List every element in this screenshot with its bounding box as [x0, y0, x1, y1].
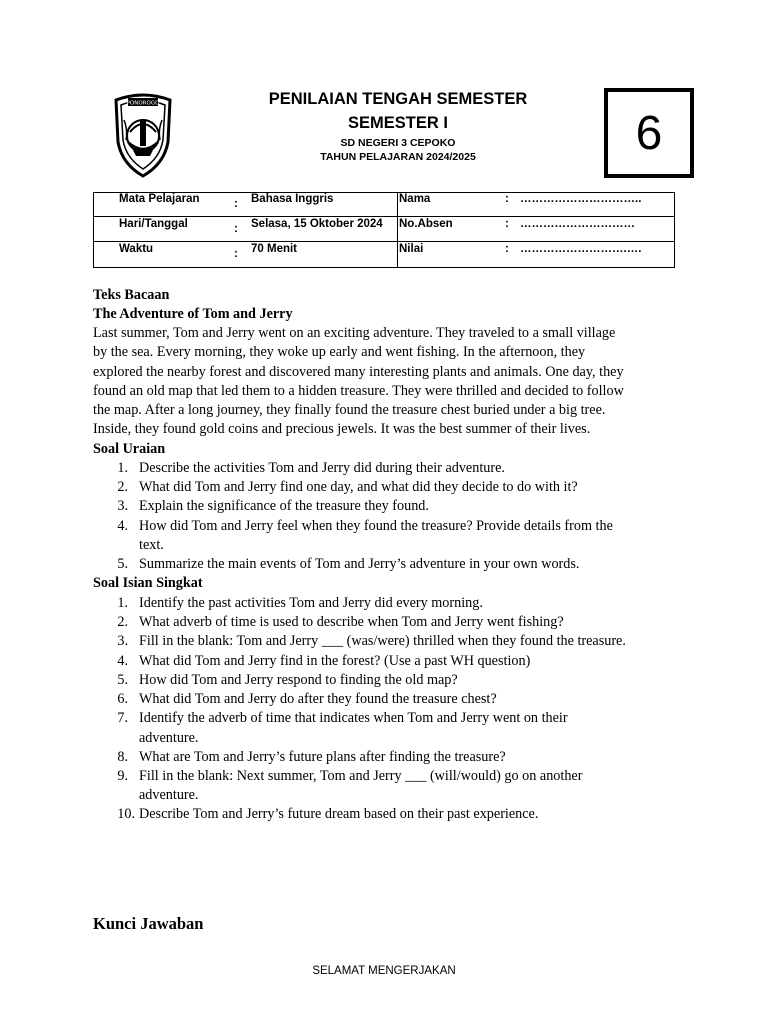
- short-question-cont: adventure.: [139, 730, 199, 746]
- short-question: Fill in the blank: Tom and Jerry ___ (was/were) thrilled when they found the treasure.: [139, 633, 626, 649]
- absen-field[interactable]: …………………………: [520, 218, 635, 230]
- question-number: 2.: [117, 479, 128, 495]
- value-subject: Bahasa Inggris: [251, 193, 334, 205]
- school-logo: [108, 90, 178, 178]
- short-question-cont: adventure.: [139, 787, 199, 803]
- question-number: 7.: [117, 710, 128, 726]
- label-score: Nilai: [399, 243, 424, 255]
- question-number: 3.: [117, 633, 128, 649]
- reading-line: found an old map that led them to a hidden treasure. They were thrilled and decided to follow: [93, 383, 624, 399]
- essay-question: Summarize the main events of Tom and Jerry’s adventure in your own words.: [139, 556, 580, 572]
- essay-question: Explain the significance of the treasure they found.: [139, 498, 429, 514]
- table-divider: [93, 241, 675, 242]
- question-number: 1.: [117, 595, 128, 611]
- question-number: 6.: [117, 691, 128, 707]
- svg-text:PONOROGO: PONOROGO: [126, 100, 160, 107]
- score-field[interactable]: ……………………….….: [520, 243, 642, 255]
- colon: :: [505, 218, 509, 230]
- question-number: 10.: [117, 806, 135, 822]
- semester-title: SEMESTER I: [348, 114, 448, 132]
- school-name: SD NEGERI 3 CEPOKO: [340, 137, 456, 149]
- essay-heading: Soal Uraian: [93, 441, 166, 457]
- reading-line: explored the nearby forest and discovered many interesting plants and animals. One day, they: [93, 364, 624, 380]
- label-date: Hari/Tanggal: [119, 218, 188, 230]
- grade-box: 6: [604, 88, 694, 178]
- reading-line: the map. After a long journey, they finally found the treasure chest buried under a big tree.: [93, 402, 606, 418]
- value-time: 70 Menit: [251, 243, 298, 255]
- colon: :: [234, 223, 238, 235]
- essay-question: How did Tom and Jerry feel when they found the treasure? Provide details from the: [139, 518, 613, 534]
- value-date: Selasa, 15 Oktober 2024: [251, 218, 383, 230]
- table-divider: [93, 216, 675, 217]
- label-absen: No.Absen: [399, 218, 453, 230]
- short-question: What adverb of time is used to describe when Tom and Jerry went fishing?: [139, 614, 564, 630]
- academic-year: TAHUN PELAJARAN 2024/2025: [320, 151, 476, 163]
- reading-line: Last summer, Tom and Jerry went on an exciting adventure. They traveled to a small village: [93, 325, 616, 341]
- reading-line: Inside, they found gold coins and precious jewels. It was the best summer of their lives.: [93, 421, 591, 437]
- colon: :: [234, 248, 238, 260]
- label-name: Nama: [399, 193, 431, 205]
- question-number: 3.: [117, 498, 128, 514]
- name-field[interactable]: …………………………..: [520, 193, 642, 205]
- question-number: 2.: [117, 614, 128, 630]
- essay-question: Describe the activities Tom and Jerry did during their adventure.: [139, 460, 505, 476]
- question-number: 4.: [117, 518, 128, 534]
- label-subject: Mata Pelajaran: [119, 193, 200, 205]
- exam-title: PENILAIAN TENGAH SEMESTER: [268, 90, 528, 108]
- question-number: 4.: [117, 653, 128, 669]
- question-number: 5.: [117, 672, 128, 688]
- question-number: 8.: [117, 749, 128, 765]
- reading-heading: Teks Bacaan: [93, 287, 170, 303]
- short-question: What did Tom and Jerry do after they found the treasure chest?: [139, 691, 497, 707]
- table-column-divider: [397, 192, 398, 268]
- question-number: 9.: [117, 768, 128, 784]
- answer-key-heading: Kunci Jawaban: [93, 914, 204, 933]
- footer-text: SELAMAT MENGERJAKAN: [312, 965, 456, 977]
- short-question: What did Tom and Jerry find in the forest? (Use a past WH question): [139, 653, 531, 669]
- essay-question-cont: text.: [139, 537, 164, 553]
- short-question: How did Tom and Jerry respond to finding the old map?: [139, 672, 458, 688]
- reading-title: The Adventure of Tom and Jerry: [93, 306, 293, 322]
- question-number: 1.: [117, 460, 128, 476]
- essay-question: What did Tom and Jerry find one day, and what did they decide to do with it?: [139, 479, 578, 495]
- question-number: 5.: [117, 556, 128, 572]
- label-time: Waktu: [119, 243, 154, 255]
- short-question: Describe Tom and Jerry’s future dream based on their past experience.: [139, 806, 539, 822]
- colon: :: [234, 198, 238, 210]
- colon: :: [505, 243, 509, 255]
- short-heading: Soal Isian Singkat: [93, 575, 203, 591]
- short-question: Identify the past activities Tom and Jerry did every morning.: [139, 595, 483, 611]
- reading-line: by the sea. Every morning, they woke up early and went fishing. In the afternoon, they: [93, 344, 586, 360]
- short-question: What are Tom and Jerry’s future plans after finding the treasure?: [139, 749, 506, 765]
- short-question: Identify the adverb of time that indicates when Tom and Jerry went on their: [139, 710, 568, 726]
- colon: :: [505, 193, 509, 205]
- short-question: Fill in the blank: Next summer, Tom and Jerry ___ (will/would) go on another: [139, 768, 583, 784]
